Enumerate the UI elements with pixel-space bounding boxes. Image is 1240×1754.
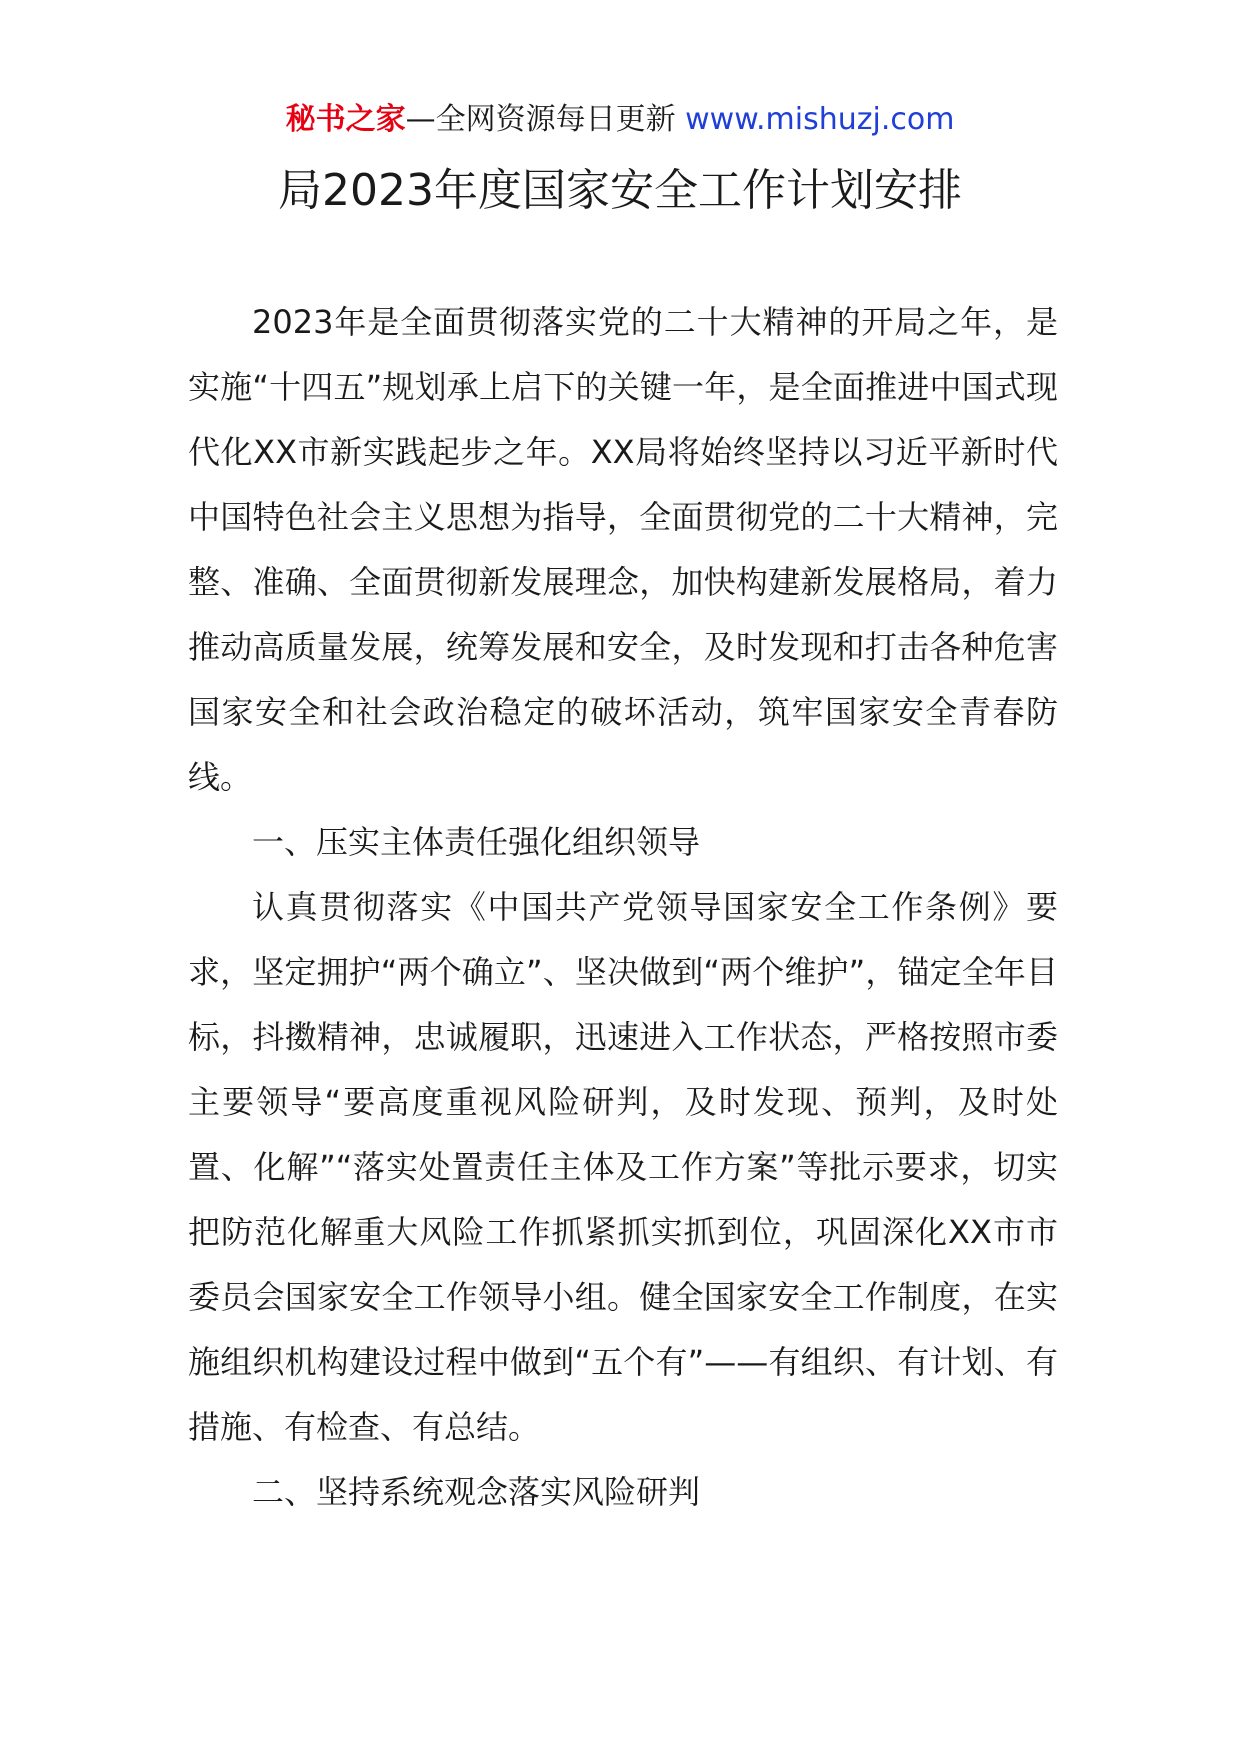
site-url-link[interactable]: www.mishuzj.com (685, 102, 955, 137)
document-body (188, 290, 1058, 1525)
section-heading: 二、坚持系统观念落实风险研判 (252, 1473, 701, 1511)
brand-name: 秘书之家 (285, 102, 406, 137)
section-heading: 一、压实主体责任强化组织领导 (252, 823, 701, 861)
site-header (0, 100, 1240, 140)
document-title: 局2023年度国家安全工作计划安排 (278, 165, 962, 216)
header-slogan: —全网资源每日更新 (405, 102, 676, 137)
body-paragraph: 2023年是全面贯彻落实党的二十大精神的开局之年，是实施“十四五”规划承上启下的关键一年，是全面推进中国式现代化XX市新实践起步之年。XX局将始终坚持以习近平新时代中国特色社会主义思想为指导，全面贯彻党的二十大精神，完整、准确、全面贯彻新发展理念，加快构建新发展格局，着力推动高质量发展，统筹发展和安全，及时发现和打击各种危害国家安全和社会政治稳定的破坏活动，筑牢国家安全青春防线。 (188, 303, 1058, 796)
body-paragraph: 认真贯彻落实《中国共产党领导国家安全工作条例》要求，坚定拥护“两个确立”、坚决做到“两个维护”，锚定全年目标，抖擞精神，忠诚履职，迅速进入工作状态，严格按照市委主要领导“要高度重视风险研判，及时发现、预判，及时处置、化解”“落实处置责任主体及工作方案”等批示要求，切实把防范化解重大风险工作抓紧抓实抓到位，巩固深化XX市市委员会国家安全工作领导小组。健全国家安全工作制度，在实施组织机构建设过程中做到“五个有”——有组织、有计划、有措施、有检查、有总结。 (188, 888, 1058, 1446)
